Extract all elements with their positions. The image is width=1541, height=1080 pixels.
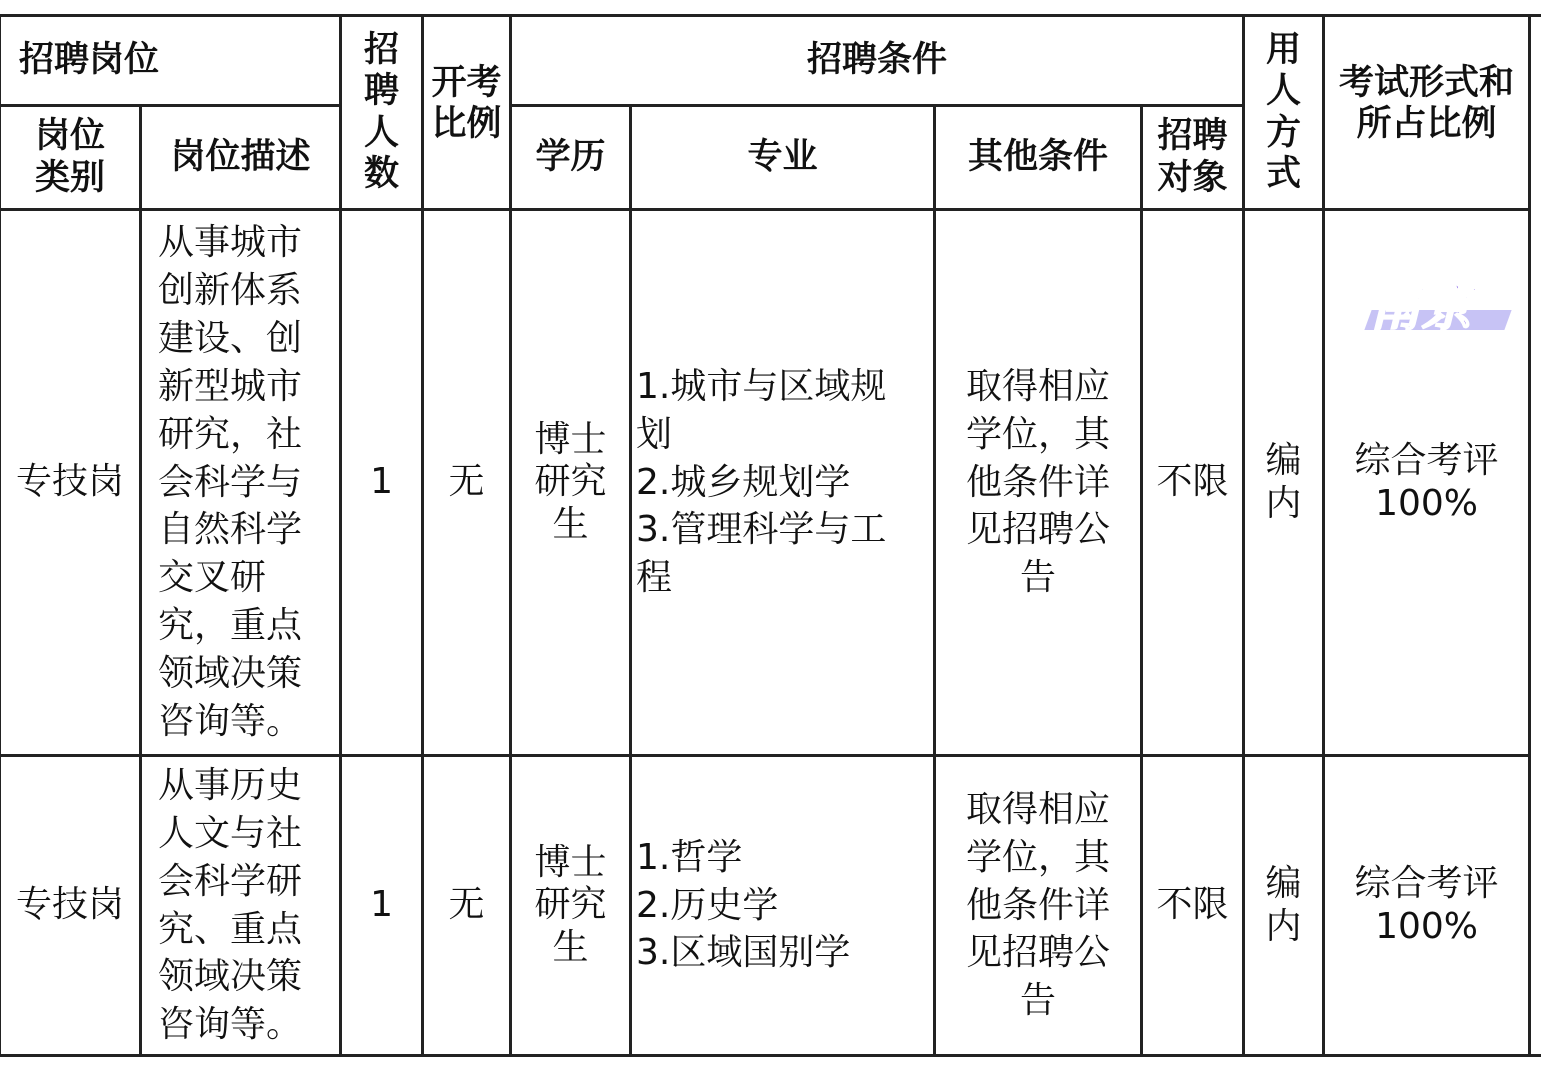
header-other: 其他条件 xyxy=(935,106,1142,210)
row-employment: 编 内 xyxy=(1244,756,1324,1056)
row-target: 不限 xyxy=(1142,210,1244,756)
header-category: 岗位 类别 xyxy=(0,106,141,210)
header-exam: 考试形式和 所占比例 xyxy=(1324,16,1530,210)
watermark-text: 南京 xyxy=(1370,279,1474,337)
row-exam: 综合考评 100% xyxy=(1324,210,1530,756)
table-row xyxy=(0,756,1541,1056)
row-target: 不限 xyxy=(1142,756,1244,1056)
header-ratio: 开考 比例 xyxy=(423,16,511,210)
row-category: 专技岗 xyxy=(0,210,141,756)
header-row-1 xyxy=(0,16,1541,106)
row-headcount: 1 xyxy=(341,210,423,756)
table-row xyxy=(0,210,1541,756)
row-exam: 综合考评 100% xyxy=(1324,756,1530,1056)
row-other-conditions: 取得相应 学位，其 他条件详 见招聘公 告 xyxy=(935,210,1142,756)
header-position-group: 招聘岗位 xyxy=(0,16,341,106)
header-description: 岗位描述 xyxy=(141,106,341,210)
row-employment: 编 内 xyxy=(1244,210,1324,756)
header-major: 专业 xyxy=(631,106,935,210)
row-description: 从事历史 人文与社 会科学研 究、重点 领域决策 咨询等。 xyxy=(141,756,341,1056)
row-ratio: 无 xyxy=(423,756,511,1056)
row-description: 从事城市 创新体系 建设、创 新型城市 研究，社 会科学与 自然科学 交叉研 究，重点 领域决策 咨询等。 xyxy=(141,210,341,756)
row-headcount: 1 xyxy=(341,756,423,1056)
recruitment-table xyxy=(0,14,1541,1057)
nanjing-watermark xyxy=(1360,266,1510,346)
row-education: 博士 研究 生 xyxy=(511,756,631,1056)
row-other-conditions: 取得相应 学位，其 他条件详 见招聘公 告 xyxy=(935,756,1142,1056)
header-target: 招聘 对象 xyxy=(1142,106,1244,210)
row-education: 博士 研究 生 xyxy=(511,210,631,756)
row-ratio: 无 xyxy=(423,210,511,756)
row-category: 专技岗 xyxy=(0,756,141,1056)
row-major: 1.城市与区域规 划 2.城乡规划学 3.管理科学与工 程 xyxy=(631,210,935,756)
header-education: 学历 xyxy=(511,106,631,210)
row-major: 1.哲学 2.历史学 3.区域国别学 xyxy=(631,756,935,1056)
header-conditions-group: 招聘条件 xyxy=(511,16,1244,106)
right-edge-column xyxy=(1530,16,1541,1056)
header-employment: 用 人 方 式 xyxy=(1244,16,1324,210)
header-headcount: 招 聘 人 数 xyxy=(341,16,423,210)
